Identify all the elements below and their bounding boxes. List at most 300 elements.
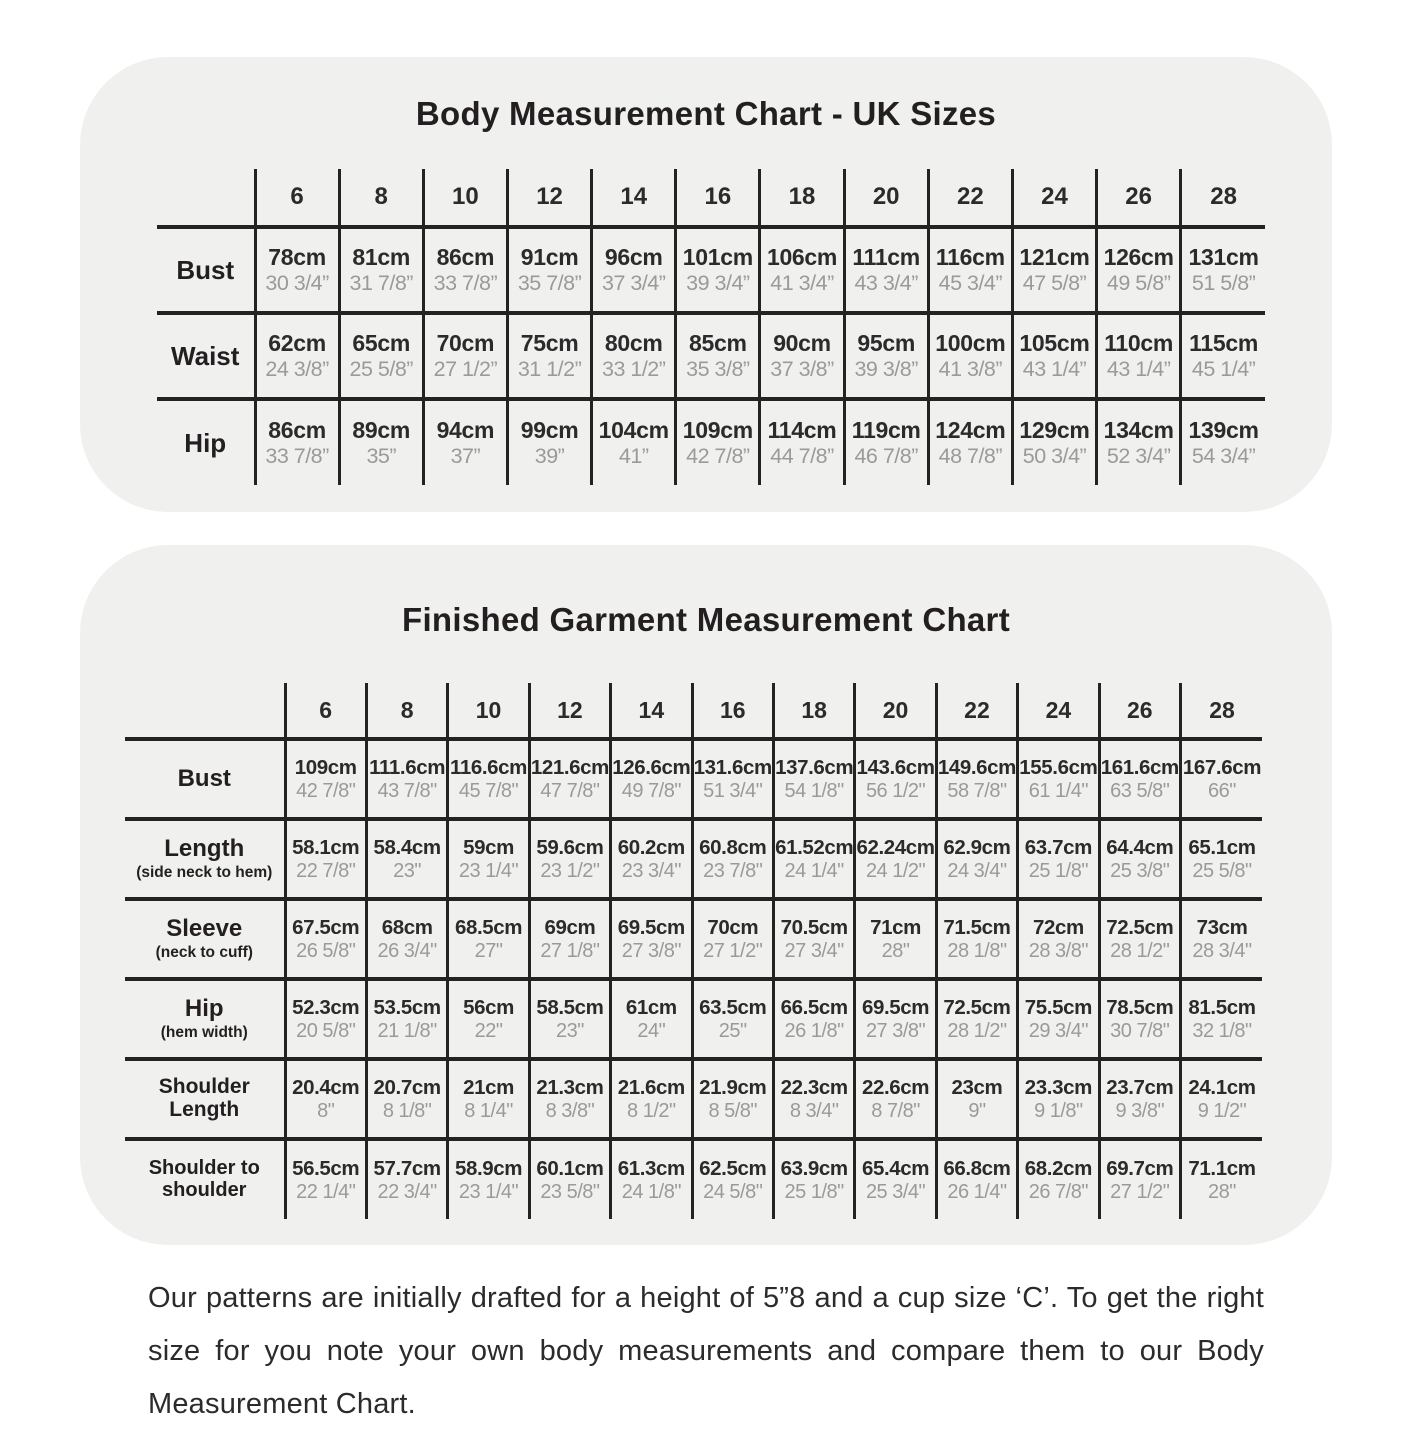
drafting-note: Our patterns are initially drafted for a height of 5”8 and a cup size ‘C’. To get the right size for you note your own body measurements and compare them to our Body Measurement Chart. <box>148 1282 1264 1420</box>
inch-value: 24 5/8" <box>703 1180 763 1203</box>
size-header-spacer <box>125 683 285 739</box>
cm-value: 65.1cm <box>1188 835 1256 859</box>
measurement-cell <box>692 1139 773 1219</box>
inch-value: 45 1/4” <box>1191 357 1256 381</box>
cm-value: 21.9cm <box>699 1075 767 1099</box>
cm-value: 81cm <box>352 244 411 270</box>
inch-value: 23 5/8" <box>540 1180 600 1203</box>
cm-value: 22.3cm <box>780 1075 848 1099</box>
garment-chart-title: Finished Garment Measurement Chart <box>401 601 1010 638</box>
measurement-cell <box>529 1139 610 1219</box>
measurement-cell <box>773 1139 854 1219</box>
size-column-header: 16 <box>676 169 760 227</box>
inch-value: 35” <box>366 444 397 468</box>
size-column-header: 14 <box>611 683 692 739</box>
inch-value: 8 5/8" <box>708 1099 758 1122</box>
cm-value: 21.6cm <box>617 1075 685 1099</box>
inch-value: 25 5/8” <box>349 357 413 381</box>
measurement-cell <box>760 227 844 313</box>
cm-value: 80cm <box>604 330 663 356</box>
measurement-cell <box>1018 1059 1099 1139</box>
inch-value: 51 3/4" <box>703 779 763 802</box>
inch-value: 41 3/8” <box>938 357 1003 381</box>
measurement-cell <box>285 899 366 979</box>
table-row <box>125 819 1262 899</box>
inch-value: 23 1/2" <box>540 859 600 882</box>
measurement-table <box>157 169 1265 485</box>
inch-value: 47 5/8” <box>1022 271 1087 295</box>
size-column-header: 28 <box>1180 683 1262 739</box>
cm-value: 72.5cm <box>1106 915 1174 939</box>
cm-value: 72.5cm <box>943 995 1011 1019</box>
inch-value: 25 5/8" <box>1192 859 1252 882</box>
inch-value: 42 7/8" <box>296 779 356 802</box>
measurement-cell <box>611 1139 692 1219</box>
cm-value: 65cm <box>352 330 411 356</box>
measurement-cell <box>773 819 854 899</box>
inch-value: 30 3/4” <box>265 271 329 295</box>
measurement-cell <box>1097 399 1181 485</box>
row-label-cell <box>125 739 285 819</box>
measurement-cell <box>1018 1139 1099 1219</box>
cm-value: 21cm <box>463 1075 514 1099</box>
inch-value: 27 1/2" <box>703 939 763 962</box>
measurement-cell <box>1181 399 1265 485</box>
inch-value: 50 3/4” <box>1022 444 1087 468</box>
inch-value: 49 5/8” <box>1106 271 1171 295</box>
cm-value: 68.5cm <box>454 915 523 939</box>
cm-value: 60.1cm <box>536 1156 604 1180</box>
cm-value: 59.6cm <box>536 835 604 859</box>
measurement-cell <box>1012 313 1096 399</box>
inch-value: 37 3/8” <box>770 357 834 381</box>
measurement-cell <box>1180 739 1262 819</box>
measurement-cell <box>285 1139 366 1219</box>
measurement-cell <box>507 227 591 313</box>
inch-value: 39 3/8” <box>854 357 918 381</box>
body-chart-title: Body Measurement Chart - UK Sizes <box>415 95 997 132</box>
inch-value: 61 1/4" <box>1028 779 1088 802</box>
table-row <box>125 1139 1262 1219</box>
cm-value: 126cm <box>1103 244 1174 270</box>
measurement-cell <box>448 899 529 979</box>
cm-value: 78cm <box>268 244 326 270</box>
cm-value: 61cm <box>625 995 677 1019</box>
inch-value: 23 1/4" <box>458 1180 519 1203</box>
measurement-cell <box>936 979 1017 1059</box>
measurement-cell <box>423 399 507 485</box>
row-sublabel: (side neck to hem) <box>136 863 273 881</box>
measurement-cell <box>529 1059 610 1139</box>
inch-value: 22 3/4" <box>377 1180 437 1203</box>
measurement-cell <box>592 313 676 399</box>
inch-value: 28" <box>881 939 910 962</box>
cm-value: 129cm <box>1019 417 1090 443</box>
row-label-cell <box>125 979 285 1059</box>
cm-value: 58.4cm <box>373 835 441 859</box>
measurement-cell <box>423 313 507 399</box>
cm-value: 78.5cm <box>1106 995 1174 1019</box>
size-column-header: 26 <box>1097 169 1181 227</box>
measurement-cell <box>592 399 676 485</box>
measurement-cell <box>255 313 339 399</box>
measurement-cell <box>507 313 591 399</box>
inch-value: 23" <box>555 1019 584 1042</box>
measurement-cell <box>936 1059 1017 1139</box>
inch-value: 9 3/8" <box>1115 1099 1165 1122</box>
cm-value: 75.5cm <box>1024 995 1092 1019</box>
size-column-header: 18 <box>773 683 854 739</box>
inch-value: 58 7/8" <box>947 779 1007 802</box>
measurement-cell <box>339 399 423 485</box>
cm-value: 58.5cm <box>536 995 604 1019</box>
cm-value: 69cm <box>544 915 596 939</box>
table-row <box>125 739 1262 819</box>
cm-value: 114cm <box>767 417 837 443</box>
inch-value: 26 3/4" <box>377 939 437 962</box>
size-column-header: 12 <box>507 169 591 227</box>
cm-value: 143.6cm <box>856 755 935 779</box>
cm-value: 59cm <box>463 835 514 859</box>
cm-value: 139cm <box>1188 417 1259 443</box>
cm-value: 69.5cm <box>861 995 930 1019</box>
cm-value: 52.3cm <box>292 995 360 1019</box>
inch-value: 27 3/8" <box>865 1019 926 1042</box>
inch-value: 28 1/8" <box>947 939 1007 962</box>
cm-value: 70cm <box>707 915 759 939</box>
inch-value: 28 3/4" <box>1192 939 1252 962</box>
measurement-cell <box>529 899 610 979</box>
size-column-header: 10 <box>448 683 529 739</box>
inch-value: 26 5/8" <box>296 939 356 962</box>
inch-value: 22 7/8" <box>296 859 356 882</box>
cm-value: 56.5cm <box>292 1156 360 1180</box>
table-row <box>157 313 1265 399</box>
measurement-cell <box>611 819 692 899</box>
row-label-cell <box>125 1059 285 1139</box>
measurement-cell <box>448 739 529 819</box>
cm-value: 89cm <box>352 417 411 443</box>
cm-value: 63.5cm <box>699 995 767 1019</box>
inch-value: 54 3/4” <box>1191 444 1256 468</box>
inch-value: 33 7/8” <box>265 444 329 468</box>
row-label: Hip <box>184 427 227 458</box>
inch-value: 28" <box>1208 1180 1236 1203</box>
size-column-header: 8 <box>339 169 423 227</box>
size-column-header: 22 <box>936 683 1017 739</box>
cm-value: 20.7cm <box>373 1075 441 1099</box>
measurement-cell <box>611 1059 692 1139</box>
cm-value: 73cm <box>1196 915 1248 939</box>
row-label: Length <box>164 835 245 863</box>
inch-value: 28 3/8" <box>1028 939 1088 962</box>
table-row <box>157 227 1265 313</box>
inch-value: 25 3/4" <box>865 1180 926 1203</box>
cm-value: 72cm <box>1032 915 1084 939</box>
cm-value: 91cm <box>520 244 579 270</box>
inch-value: 42 7/8” <box>686 444 750 468</box>
measurement-cell <box>936 819 1017 899</box>
measurement-cell <box>676 313 760 399</box>
measurement-cell <box>855 1139 936 1219</box>
inch-value: 24 1/4" <box>784 859 844 882</box>
inch-value: 52 3/4” <box>1106 444 1171 468</box>
measurement-cell <box>844 313 928 399</box>
cm-value: 66.8cm <box>943 1156 1011 1180</box>
inch-value: 41” <box>618 444 649 468</box>
inch-value: 27 1/2" <box>1110 1180 1170 1203</box>
inch-value: 47 7/8" <box>540 779 600 802</box>
body-measurement-panel <box>80 57 1332 512</box>
cm-value: 101cm <box>682 244 753 270</box>
inch-value: 30 7/8" <box>1110 1019 1170 1042</box>
cm-value: 70.5cm <box>780 915 848 939</box>
measurement-cell <box>692 979 773 1059</box>
measurement-cell <box>773 979 854 1059</box>
measurement-cell <box>285 979 366 1059</box>
inch-value: 33 7/8” <box>433 271 498 295</box>
cm-value: 20.4cm <box>292 1075 360 1099</box>
row-label: Bust <box>176 254 235 285</box>
cm-value: 69.5cm <box>617 915 685 939</box>
inch-value: 31 7/8” <box>349 271 413 295</box>
inch-value: 27" <box>474 939 503 962</box>
measurement-cell <box>448 1139 529 1219</box>
inch-value: 33 1/2” <box>601 357 666 381</box>
inch-value: 27 1/8" <box>540 939 600 962</box>
size-column-header: 6 <box>285 683 366 739</box>
cm-value: 60.8cm <box>699 835 767 859</box>
cm-value: 75cm <box>520 330 579 356</box>
measurement-cell <box>844 227 928 313</box>
inch-value: 27 3/8" <box>621 939 681 962</box>
measurement-cell <box>366 899 447 979</box>
measurement-cell <box>529 739 610 819</box>
measurement-cell <box>692 739 773 819</box>
measurement-cell <box>611 739 692 819</box>
measurement-cell <box>611 899 692 979</box>
inch-value: 26 1/8" <box>784 1019 844 1042</box>
cm-value: 22.6cm <box>861 1075 930 1099</box>
measurement-cell <box>773 739 854 819</box>
cm-value: 65.4cm <box>861 1156 930 1180</box>
size-column-header: 20 <box>855 683 936 739</box>
cm-value: 131cm <box>1188 244 1259 270</box>
inch-value: 32 1/8" <box>1192 1019 1252 1042</box>
inch-value: 29 3/4" <box>1028 1019 1088 1042</box>
cm-value: 149.6cm <box>937 755 1017 779</box>
cm-value: 64.4cm <box>1106 835 1174 859</box>
cm-value: 58.1cm <box>292 835 360 859</box>
inch-value: 25 1/8" <box>784 1180 844 1203</box>
measurement-cell <box>1099 739 1180 819</box>
measurement-cell <box>855 979 936 1059</box>
measurement-cell <box>366 739 447 819</box>
cm-value: 116.6cm <box>450 755 528 779</box>
measurement-cell <box>529 819 610 899</box>
cm-value: 62cm <box>268 330 326 356</box>
measurement-cell <box>692 1059 773 1139</box>
measurement-cell <box>366 819 447 899</box>
measurement-cell <box>773 1059 854 1139</box>
cm-value: 155.6cm <box>1019 755 1098 779</box>
inch-value: 23 7/8" <box>703 859 763 882</box>
inch-value: 9 1/2" <box>1197 1099 1247 1122</box>
inch-value: 39 3/4” <box>686 271 750 295</box>
cm-value: 110cm <box>1104 330 1174 356</box>
inch-value: 43 1/4” <box>1022 357 1087 381</box>
cm-value: 53.5cm <box>373 995 441 1019</box>
measurement-cell <box>676 227 760 313</box>
inch-value: 20 5/8" <box>296 1019 356 1042</box>
inch-value: 8 1/2" <box>627 1099 676 1122</box>
measurement-cell <box>1180 819 1262 899</box>
measurement-cell <box>760 313 844 399</box>
measurement-cell <box>936 739 1017 819</box>
measurement-cell <box>448 1059 529 1139</box>
inch-value: 28 1/2" <box>947 1019 1007 1042</box>
cm-value: 161.6cm <box>1100 755 1179 779</box>
measurement-cell <box>448 819 529 899</box>
measurement-cell <box>1099 819 1180 899</box>
inch-value: 24 1/8" <box>621 1180 681 1203</box>
cm-value: 115cm <box>1189 330 1259 356</box>
measurement-cell <box>773 899 854 979</box>
measurement-cell <box>1099 1059 1180 1139</box>
cm-value: 94cm <box>436 417 495 443</box>
measurement-cell <box>507 399 591 485</box>
measurement-cell <box>1018 739 1099 819</box>
inch-value: 25" <box>718 1019 747 1042</box>
cm-value: 61.3cm <box>617 1156 685 1180</box>
size-column-header: 24 <box>1012 169 1096 227</box>
inch-value: 35 3/8” <box>686 357 750 381</box>
measurement-cell <box>285 819 366 899</box>
measurement-cell <box>692 899 773 979</box>
inch-value: 8" <box>317 1099 335 1122</box>
cm-value: 116cm <box>935 244 1005 270</box>
measurement-cell <box>1097 313 1181 399</box>
inch-value: 28 1/2" <box>1110 939 1170 962</box>
inch-value: 8 1/4" <box>464 1099 513 1122</box>
cm-value: 24.1cm <box>1188 1075 1256 1099</box>
size-column-header: 10 <box>423 169 507 227</box>
measurement-cell <box>255 399 339 485</box>
cm-value: 63.7cm <box>1024 835 1092 859</box>
inch-value: 8 7/8" <box>871 1099 920 1122</box>
inch-value: 54 1/8" <box>784 779 844 802</box>
cm-value: 86cm <box>268 417 326 443</box>
measurement-cell <box>760 399 844 485</box>
row-sublabel: (hem width) <box>160 1023 248 1041</box>
cm-value: 60.2cm <box>617 835 685 859</box>
cm-value: 23.3cm <box>1024 1075 1092 1099</box>
measurement-table <box>125 683 1262 1219</box>
inch-value: 24 3/4" <box>947 859 1007 882</box>
cm-value: 67.5cm <box>292 915 360 939</box>
size-header-row <box>125 683 1262 739</box>
size-column-header: 14 <box>592 169 676 227</box>
cm-value: 85cm <box>689 330 747 356</box>
row-label-cell <box>157 313 255 399</box>
row-sublabel: (neck to cuff) <box>155 943 253 961</box>
cm-value: 68cm <box>381 915 433 939</box>
measurement-cell <box>592 227 676 313</box>
inch-value: 8 3/4" <box>789 1099 839 1122</box>
measurement-cell <box>448 979 529 1059</box>
cm-value: 68.2cm <box>1024 1156 1092 1180</box>
row-label: Bust <box>177 765 231 793</box>
row-label: Shoulder Length <box>158 1075 250 1121</box>
measurement-cell <box>1180 899 1262 979</box>
inch-value: 23 1/4" <box>458 859 519 882</box>
cm-value: 90cm <box>773 330 831 356</box>
inch-value: 63 5/8" <box>1110 779 1170 802</box>
measurement-cell <box>676 399 760 485</box>
cm-value: 62.5cm <box>699 1156 767 1180</box>
inch-value: 37 3/4” <box>601 271 666 295</box>
inch-value: 26 1/4" <box>947 1180 1007 1203</box>
measurement-cell <box>285 1059 366 1139</box>
row-label-cell <box>125 819 285 899</box>
cm-value: 66.5cm <box>780 995 848 1019</box>
size-column-header: 20 <box>844 169 928 227</box>
cm-value: 131.6cm <box>693 755 772 779</box>
inch-value: 27 1/2” <box>433 357 498 381</box>
inch-value: 24 1/2" <box>865 859 926 882</box>
cm-value: 62.9cm <box>943 835 1011 859</box>
measurement-cell <box>855 899 936 979</box>
inch-value: 51 5/8” <box>1191 271 1256 295</box>
row-label-cell <box>157 227 255 313</box>
measurement-cell <box>855 1059 936 1139</box>
measurement-cell <box>1018 819 1099 899</box>
measurement-cell <box>529 979 610 1059</box>
size-column-header: 18 <box>760 169 844 227</box>
inch-value: 21 1/8" <box>377 1019 437 1042</box>
cm-value: 58.9cm <box>454 1156 523 1180</box>
measurement-cell <box>339 227 423 313</box>
inch-value: 43 1/4” <box>1106 357 1171 381</box>
cm-value: 63.9cm <box>780 1156 848 1180</box>
measurement-cell <box>1180 1139 1262 1219</box>
garment-measurement-table <box>125 683 1332 1219</box>
cm-value: 57.7cm <box>373 1156 441 1180</box>
cm-value: 124cm <box>935 417 1006 443</box>
measurement-cell <box>855 739 936 819</box>
inch-value: 27 3/4" <box>784 939 844 962</box>
cm-value: 111cm <box>852 244 920 270</box>
inch-value: 24" <box>637 1019 666 1042</box>
inch-value: 43 3/4” <box>854 271 918 295</box>
inch-value: 23" <box>393 859 422 882</box>
cm-value: 21.3cm <box>536 1075 604 1099</box>
inch-value: 22" <box>474 1019 503 1042</box>
measurement-cell <box>1097 227 1181 313</box>
measurement-cell <box>928 227 1012 313</box>
row-label: Waist <box>171 340 240 371</box>
size-header-spacer <box>157 169 255 227</box>
measurement-cell <box>285 739 366 819</box>
table-row <box>125 899 1262 979</box>
inch-value: 66" <box>1208 779 1236 802</box>
measurement-cell <box>1181 227 1265 313</box>
measurement-cell <box>1018 899 1099 979</box>
inch-value: 49 7/8" <box>621 779 681 802</box>
inch-value: 9 1/8" <box>1034 1099 1083 1122</box>
table-row <box>125 979 1262 1059</box>
measurement-cell <box>844 399 928 485</box>
